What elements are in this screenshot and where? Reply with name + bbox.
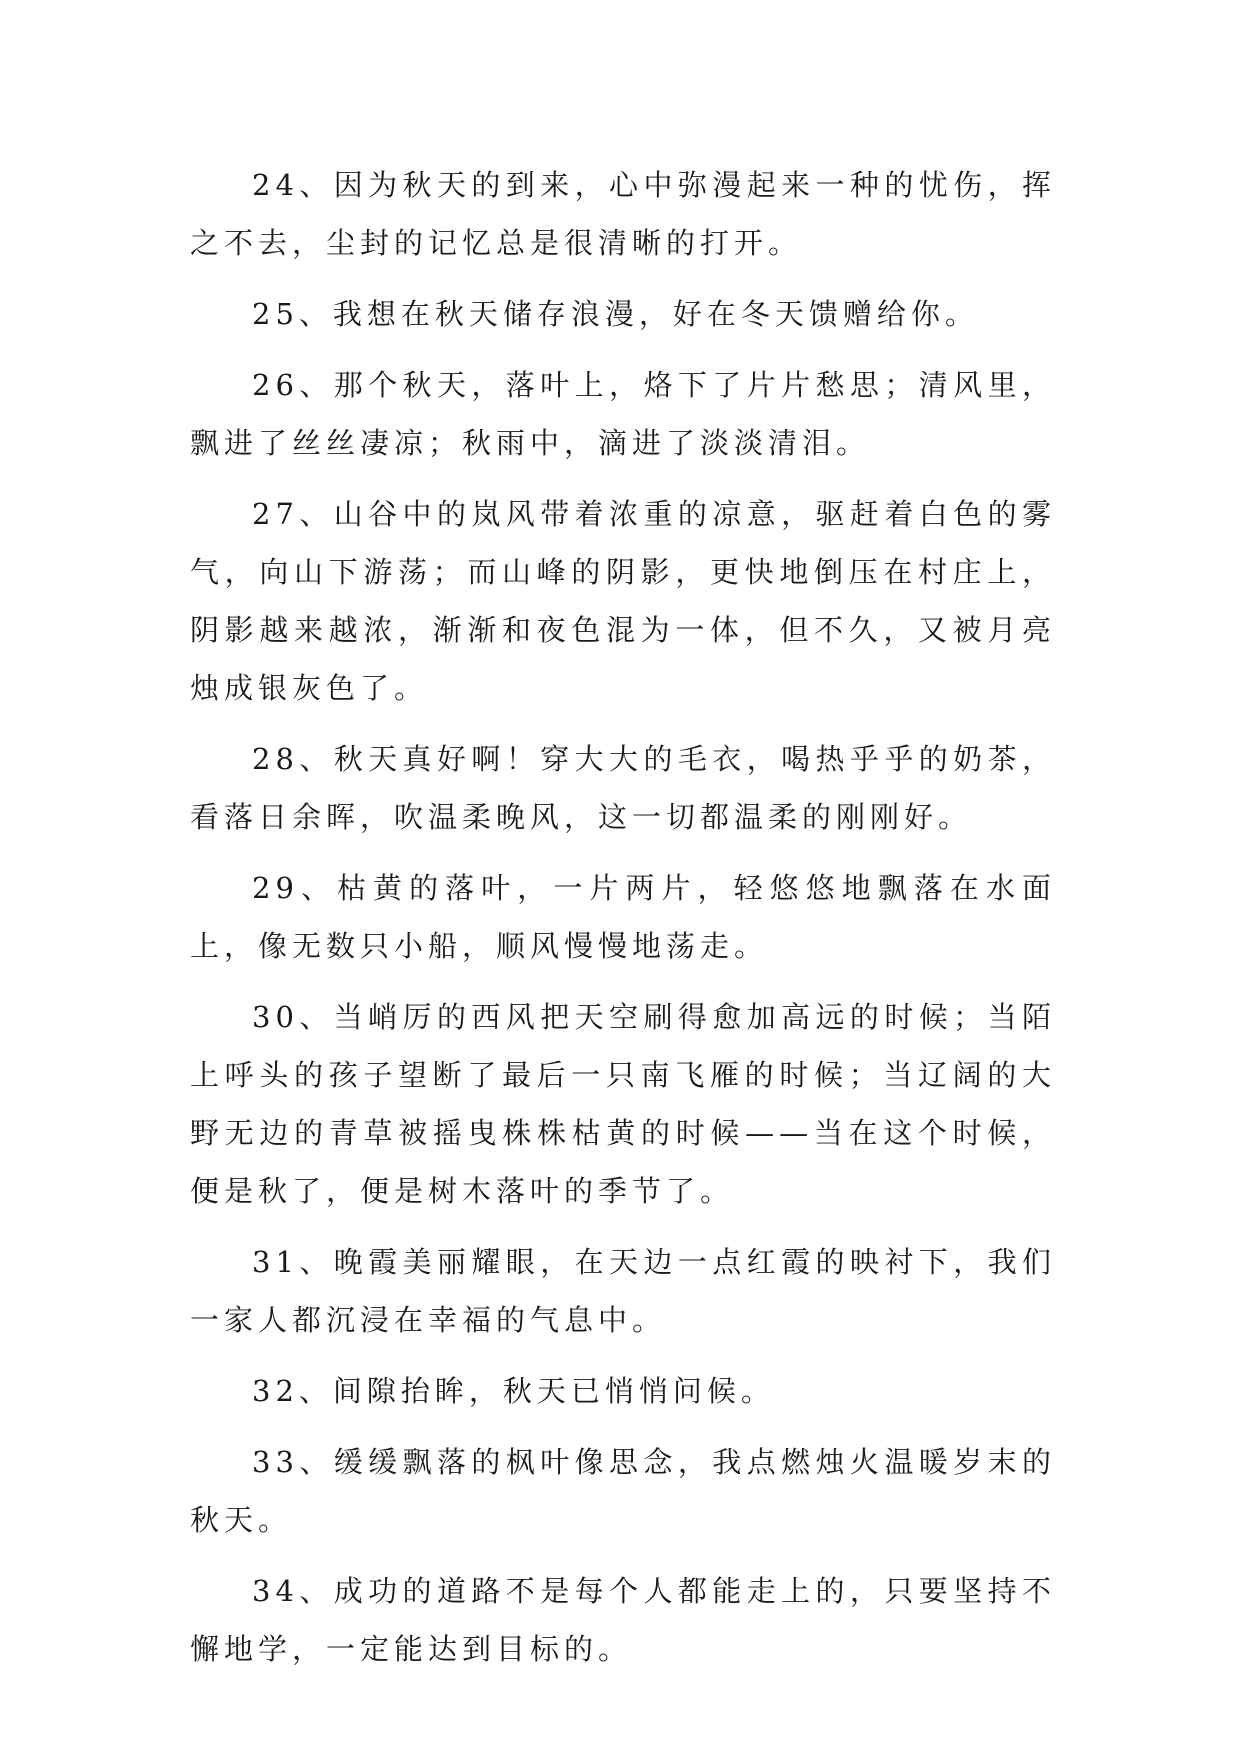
paragraph-34: 34、成功的道路不是每个人都能走上的，只要坚持不懈地学，一定能达到目标的。	[190, 1574, 1056, 1666]
paragraph-24: 24、因为秋天的到来，心中弥漫起来一种的忧伤，挥之不去，尘封的记忆总是很清晰的打开。	[190, 168, 1056, 260]
paragraph-30: 30、当峭厉的西风把天空刷得愈加高远的时候；当陌上呼头的孩子望断了最后一只南飞雁的时候；当辽阔的大野无边的青草被摇曳株株枯黄的时候——当在这个时候，便是秋了，便是树木落叶的季节了。	[190, 1000, 1056, 1208]
paragraph-31: 31、晚霞美丽耀眼，在天边一点红霞的映衬下，我们一家人都沉浸在幸福的气息中。	[190, 1245, 1056, 1337]
paragraph-33: 33、缓缓飘落的枫叶像思念，我点燃烛火温暖岁末的秋天。	[190, 1445, 1056, 1537]
paragraph-32: 32、间隙抬眸，秋天已悄悄问候。	[252, 1374, 775, 1408]
paragraph-29: 29、枯黄的落叶，一片两片，轻悠悠地飘落在水面上，像无数只小船，顺风慢慢地荡走。	[190, 871, 1056, 963]
paragraph-26: 26、那个秋天，落叶上，烙下了片片愁思；清风里，飘进了丝丝凄凉；秋雨中，滴进了淡淡清泪。	[190, 368, 1056, 460]
paragraph-25: 25、我想在秋天储存浪漫，好在冬天馈赠给你。	[252, 297, 979, 331]
document-body	[190, 156, 1056, 1691]
paragraph-28: 28、秋天真好啊！穿大大的毛衣，喝热乎乎的奶茶，看落日余晖，吹温柔晚风，这一切都温柔的刚刚好。	[190, 742, 1056, 834]
paragraph-27: 27、山谷中的岚风带着浓重的凉意，驱赶着白色的雾气，向山下游荡；而山峰的阴影，更快地倒压在村庄上，阴影越来越浓，渐渐和夜色混为一体，但不久，又被月亮烛成银灰色了。	[190, 497, 1056, 705]
